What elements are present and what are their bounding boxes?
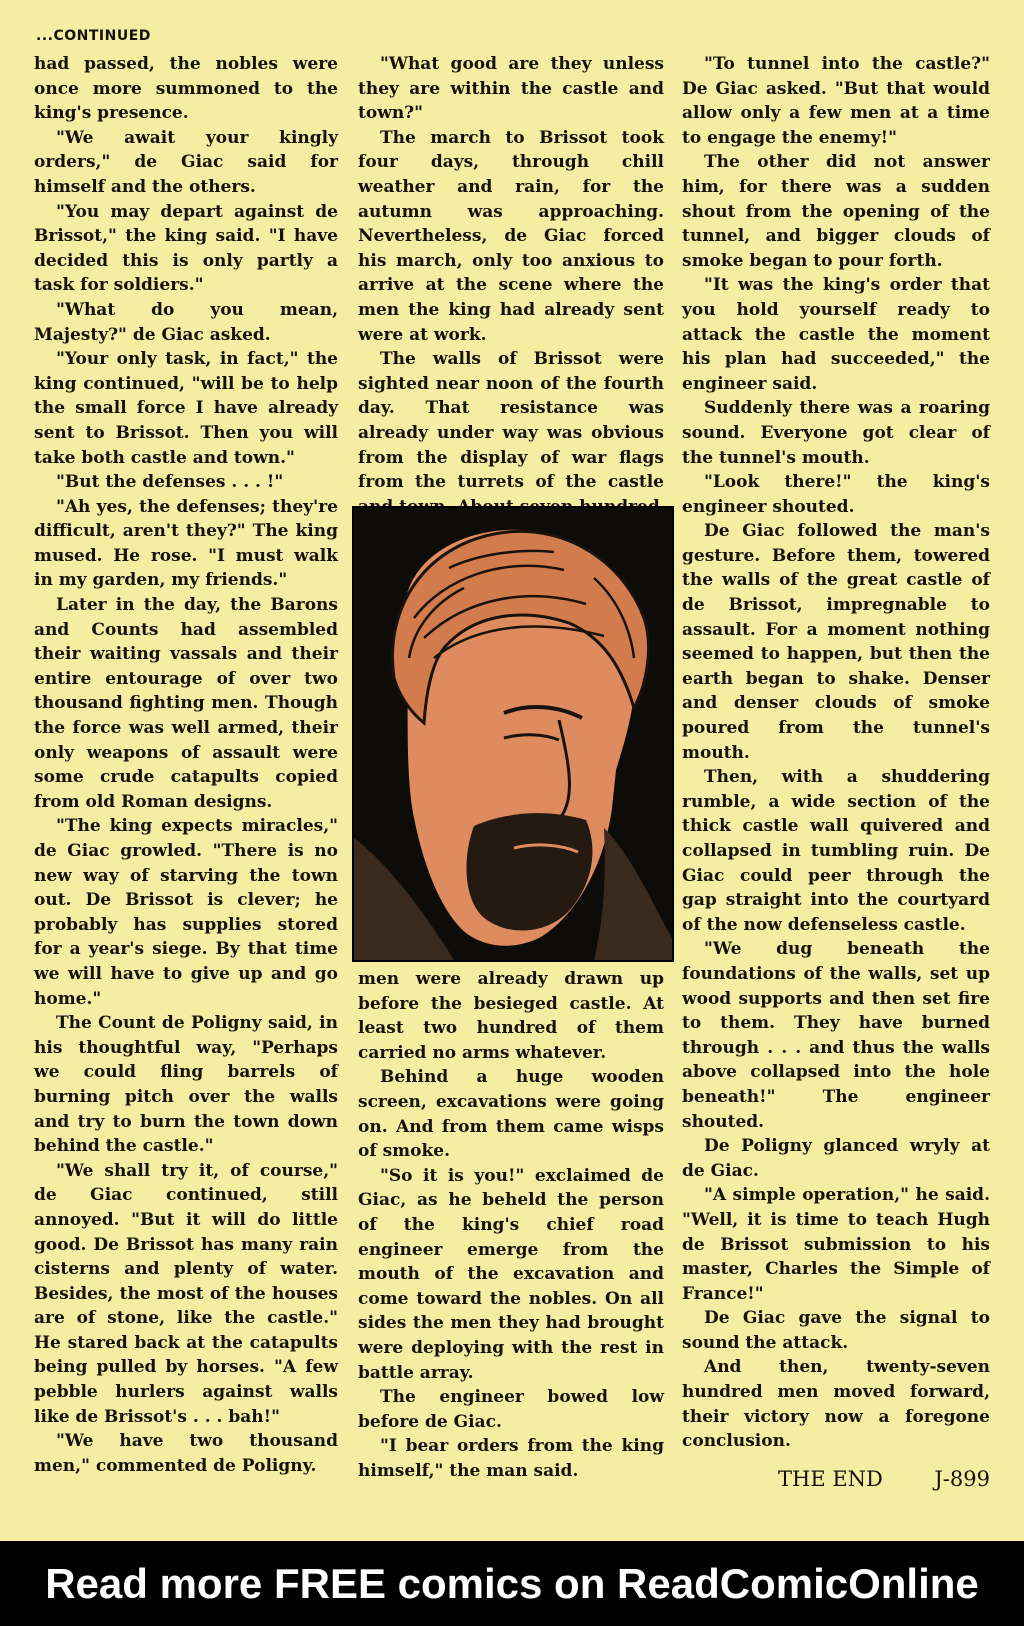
paragraph: "To tunnel into the castle?" De Giac asked. "But that would allow only a few men at a time to engage the enemy!" — [682, 54, 990, 148]
paragraph: Suddenly there was a roaring sound. Everyone got clear of the tunnel's mouth. — [682, 398, 990, 468]
paragraph: And then, twenty-seven hundred men moved forward, their victory now a foregone conclusion. — [682, 1357, 990, 1452]
paragraph: The march to Brissot took four days, through chill weather and rain, for the autumn was approaching. Nevertheless, de Giac forced his march, only too anxious to arrive at the scene where the men the king had already sent were at work. — [358, 127, 664, 345]
paragraph: The other did not answer him, for there was a sudden shout from the opening of the tunnel, and bigger clouds of smoke began to pour forth. — [682, 152, 990, 271]
text-column-3 — [682, 52, 990, 1454]
paragraph: "You may depart against de Brissot," the king said. "I have decided this is only partly a task for soldiers." — [34, 201, 338, 296]
paragraph: "Look there!" the king's engineer shouted. — [682, 472, 990, 517]
paragraph: "It was the king's order that you hold yourself ready to attack the castle the moment his plan had succeeded," the engineer said. — [682, 275, 990, 394]
paragraph: The Count de Poligny said, in his thoughtful way, "Perhaps we could fling barrels of burning pitch over the walls and try to burn the town down behind the castle." — [34, 1013, 338, 1157]
paragraph: "We shall try it, of course," de Giac continued, still annoyed. "But it will do little good. De Brissot has many rain cisterns and plenty of water. Besides, the most of the houses are of stone, like the castle." He stared back at the catapults being pulled by horses. "A few pebble hurlers against walls like de Brissot's . . . bah!" — [34, 1160, 338, 1427]
paragraph: "What do you mean, Majesty?" de Giac asked. — [34, 299, 338, 345]
paragraph: had passed, the nobles were once more summoned to the king's presence. — [34, 54, 338, 124]
text-column-2-bottom — [358, 967, 664, 1483]
paragraph: De Poligny glanced wryly at de Giac. — [682, 1136, 990, 1181]
paragraph: "We have two thousand men," commented de Poligny. — [34, 1431, 338, 1476]
paragraph: "Your only task, in fact," the king continued, "will be to help the small force I have already sent to Brissot. Then you will take both castle and town." — [34, 349, 338, 468]
paragraph: "What good are they unless they are within the castle and town?" — [358, 54, 664, 124]
paragraph: "The king expects miracles," de Giac growled. "There is no new way of starving the town out. De Brissot is clever; he probably has supplies stored for a year's siege. By that time we will have to give up and go home." — [34, 816, 338, 1009]
continued-label: ...CONTINUED — [36, 28, 151, 44]
job-code: J-899 — [934, 1467, 990, 1491]
text-column-2-top — [358, 52, 664, 519]
portrait-illustration — [354, 508, 672, 960]
paragraph: De Giac gave the signal to sound the attack. — [682, 1308, 990, 1353]
paragraph: De Giac followed the man's gesture. Before them, towered the walls of the great castle of de Brissot, impregnable to assault. For a moment nothing seemed to happen, but then the earth began to shake. Denser and denser clouds of smoke poured from the tunnel's mouth. — [682, 521, 990, 763]
bearded-man-portrait — [352, 506, 674, 962]
paragraph: Then, with a shuddering rumble, a wide section of the thick castle wall quivered and collapsed in tumbling ruin. De Giac could peer through the gap straight into the courtyard of the now defenseless castle. — [682, 767, 990, 935]
paragraph: "But the defenses . . . !" — [56, 472, 284, 493]
paragraph: men were already drawn up before the besieged castle. At least two hundred of them carried no arms whatever. — [358, 969, 664, 1063]
the-end-label: THE END — [778, 1467, 883, 1491]
end-footer — [778, 1467, 990, 1491]
paragraph: The walls of Brissot were sighted near noon of the fourth day. That resistance was already under way was obvious from the display of war flags from the turrets of the castle — [358, 349, 664, 493]
paragraph: Behind a huge wooden screen, excavations were going on. And from them came wisps of smoke. — [358, 1067, 664, 1162]
text-column-1 — [34, 52, 338, 1478]
paragraph: "So it is you!" exclaimed de Giac, as he beheld the person of the king's chief road engineer emerge from the mouth of the excavation and come toward the nobles. On all sides the men they had brought were deploying with the rest in battle array. — [358, 1165, 664, 1383]
paragraph: "We await your kingly orders," de Giac said for himself and the others. — [34, 127, 338, 197]
paragraph: "Ah yes, the defenses; they're difficult, aren't they?" The king mused. He rose. "I must walk in my garden, my friends." — [34, 496, 338, 591]
paragraph: "I bear orders from the king himself," the man said. — [358, 1436, 664, 1481]
paragraph: Later in the day, the Barons and Counts had assembled their waiting vassals and their entire entourage of over two thousand fighting men. Though the force was well armed, their only weapons of assault were some crude catapults copied from old Roman designs. — [34, 595, 338, 812]
paragraph: "We dug beneath the foundations of the walls, set up wood supports and then set fire to them. They have burned through . . . and thus the walls above collapsed into the hole beneath!" The engineer shouted. — [682, 939, 990, 1132]
paragraph: The engineer bowed low before de Giac. — [358, 1387, 664, 1432]
paragraph: "A simple operation," he said. "Well, it is time to teach Hugh de Brissot submission to his master, Charles the Simple of France!" — [682, 1185, 990, 1304]
promo-banner[interactable]: Read more FREE comics on ReadComicOnline — [0, 1541, 1024, 1626]
